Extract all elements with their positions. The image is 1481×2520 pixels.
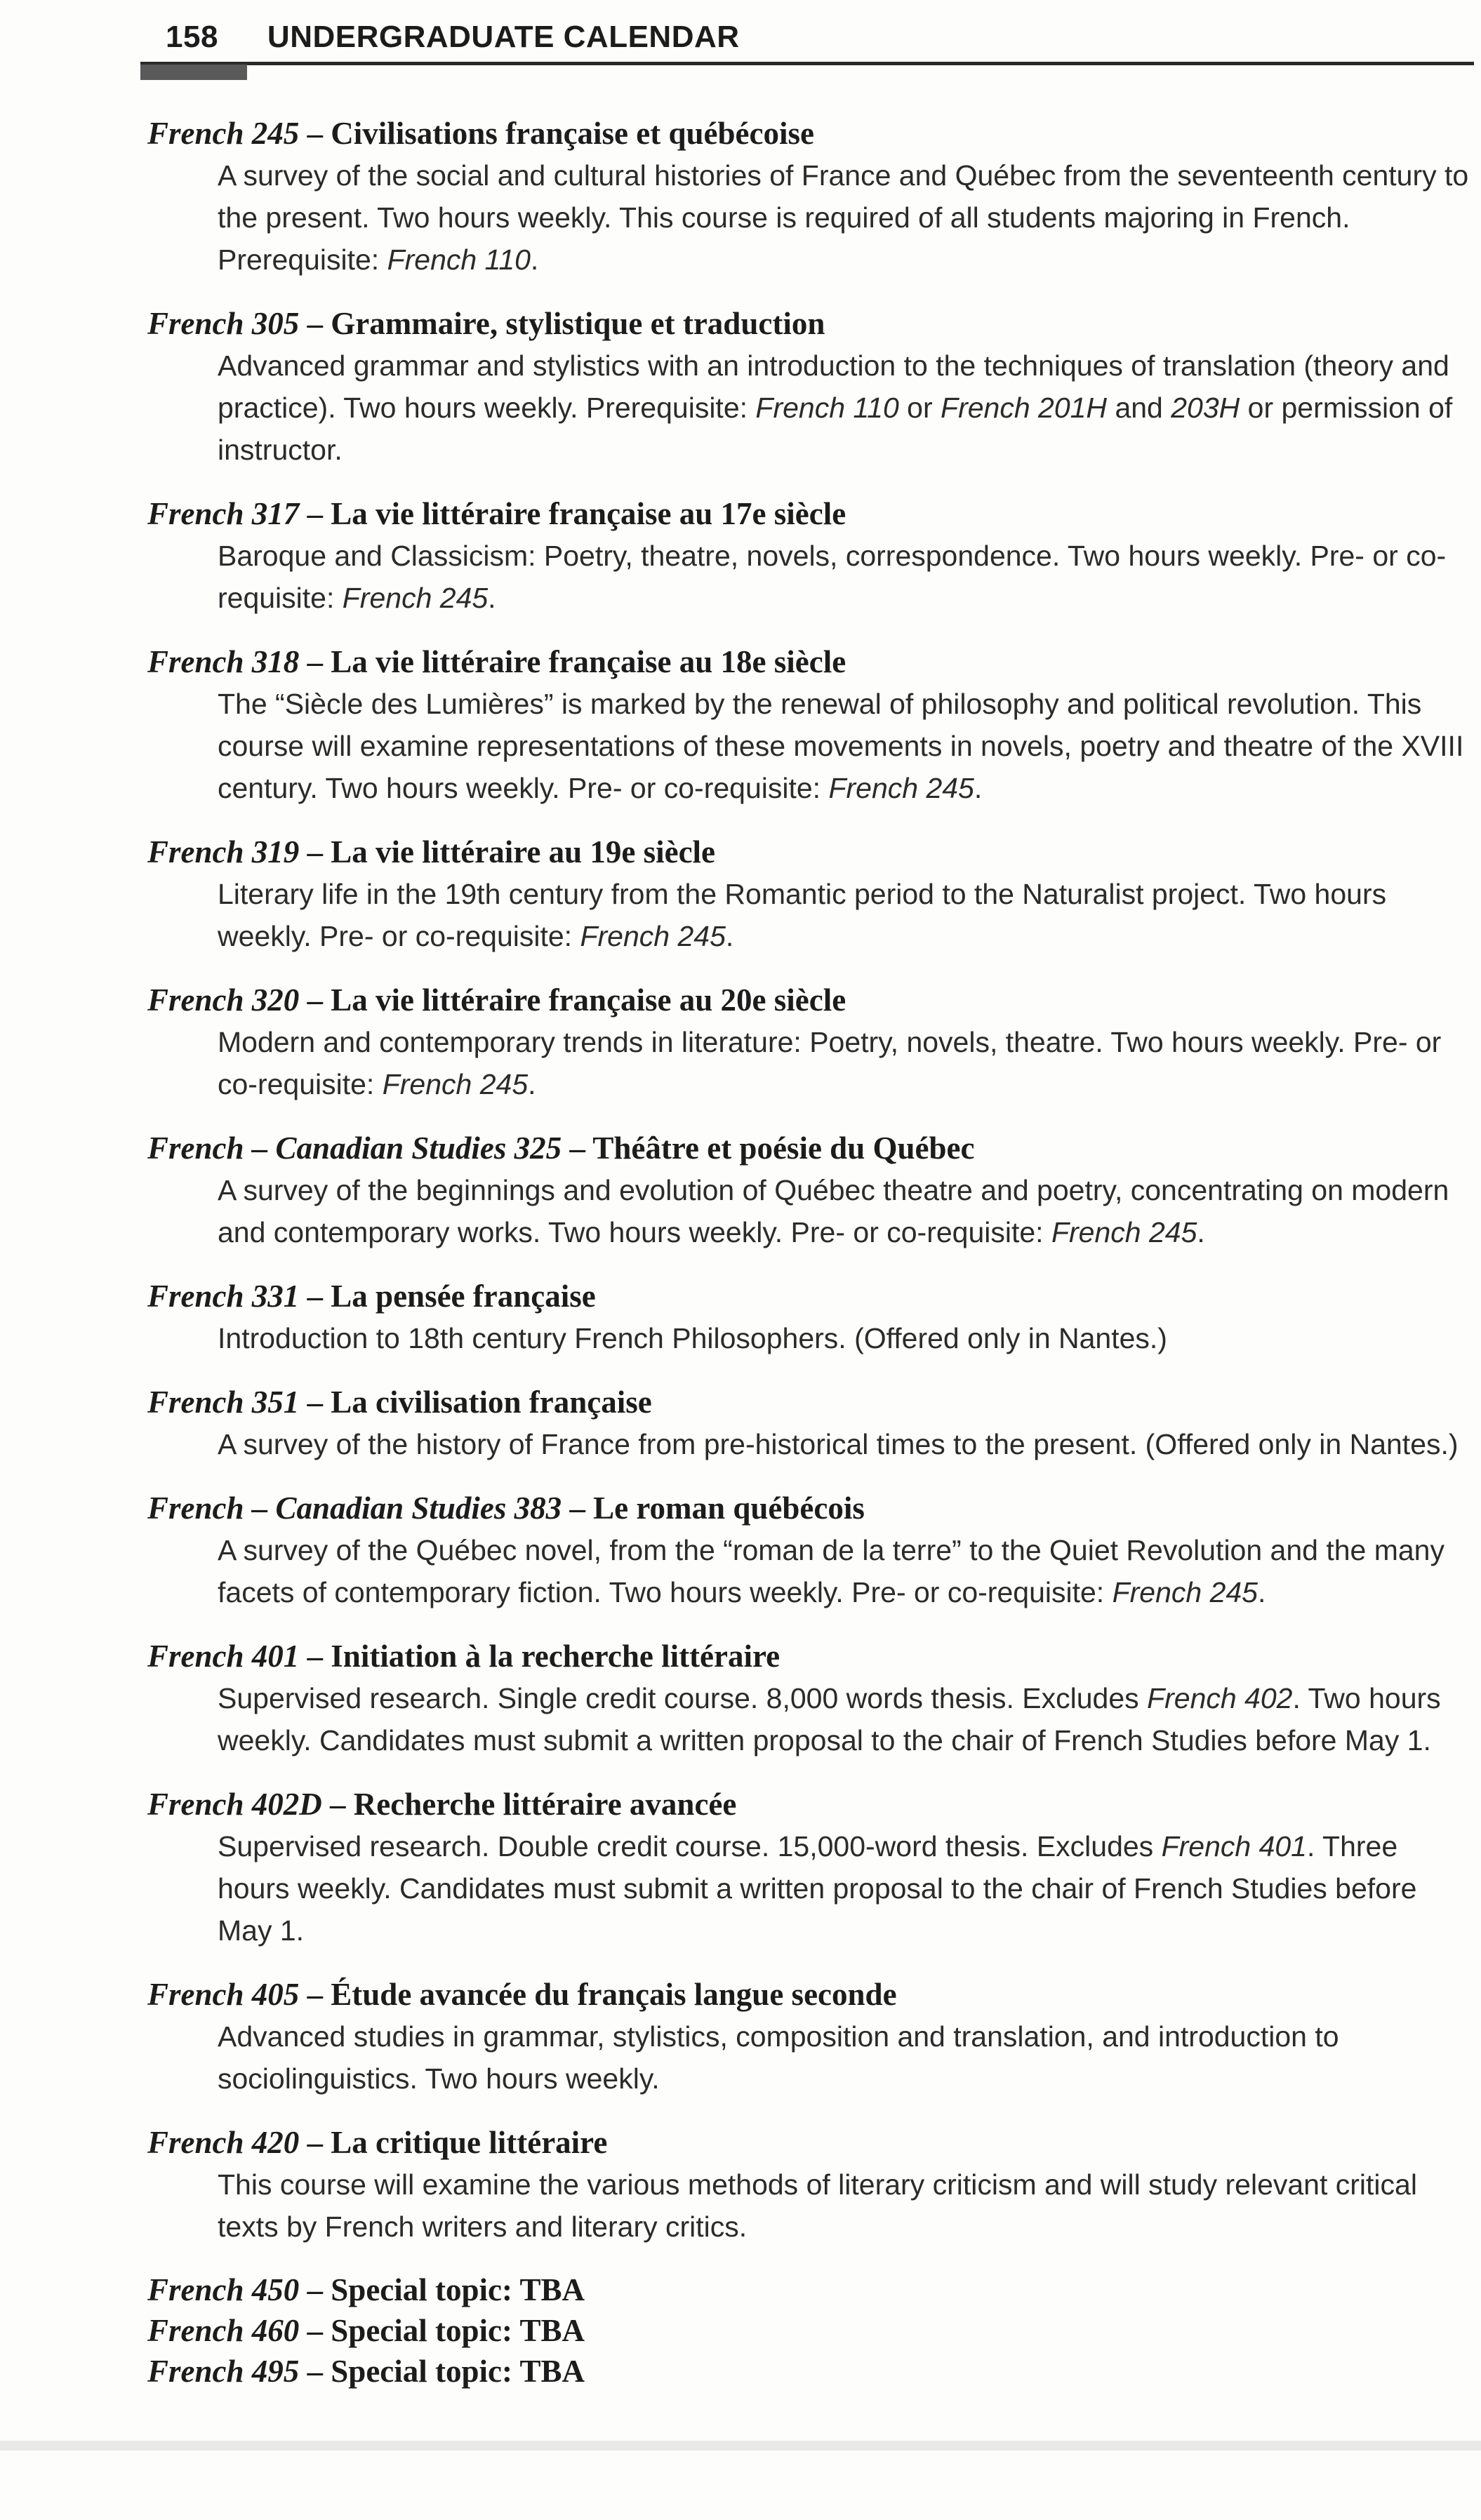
course-description xyxy=(218,1317,1474,1359)
course-code: French 305 xyxy=(147,306,300,341)
course-description xyxy=(218,1021,1474,1105)
course-entry xyxy=(147,1127,1460,1253)
special-topic-heading xyxy=(147,2269,1460,2310)
header-tab-marker xyxy=(140,65,247,80)
description-text: . Three hours weekly. Candidates must submit a written proposal to the chair of French Studies before May 1. xyxy=(218,1830,1417,1947)
course-separator: – xyxy=(299,306,331,341)
course-reference: French 245 xyxy=(580,920,726,952)
course-title: La civilisation française xyxy=(331,1385,652,1420)
course-reference: French 245 xyxy=(1112,1576,1258,1608)
description-text: . xyxy=(1257,1576,1266,1608)
course-entry xyxy=(147,1275,1460,1359)
course-heading xyxy=(147,1783,1460,1825)
course-title: Étude avancée du français langue seconde xyxy=(331,1977,897,2012)
course-separator: – xyxy=(562,1491,594,1526)
page-number: 158 xyxy=(166,20,218,54)
course-reference: French 402 xyxy=(1147,1682,1293,1714)
description-text: Advanced studies in grammar, stylistics, composition and translation, and introduction to sociolinguistics. Two hours weekly. xyxy=(218,2020,1339,2095)
course-reference: French 245 xyxy=(342,582,489,614)
course-description xyxy=(218,1423,1474,1465)
course-separator: – xyxy=(299,644,331,679)
course-description xyxy=(218,1529,1474,1613)
course-separator: – xyxy=(299,1279,331,1314)
course-title: Initiation à la recherche littéraire xyxy=(331,1639,781,1674)
description-text: The “Siècle des Lumières” is marked by the renewal of philosophy and political revolution. This course will examine representations of these movements in novels, poetry and theatre of the XVIII century. Two hours weekly. Pre- or co-requisite: xyxy=(218,688,1464,804)
course-entry xyxy=(147,1783,1460,1952)
course-entry xyxy=(147,112,1469,281)
course-heading xyxy=(147,979,1460,1021)
page-header xyxy=(166,20,740,62)
course-reference: 203H xyxy=(1171,392,1240,424)
course-entry xyxy=(147,1635,1460,1761)
course-entry xyxy=(147,302,1460,471)
course-title: Recherche littéraire avancée xyxy=(353,1787,737,1822)
course-heading xyxy=(147,641,1460,683)
course-separator: – xyxy=(562,1131,593,1166)
header-rule xyxy=(140,62,1474,65)
course-heading xyxy=(147,1973,1460,2015)
course-separator: – xyxy=(299,1639,331,1674)
course-heading xyxy=(147,2121,1460,2164)
description-text: . xyxy=(725,920,734,952)
course-title: Grammaire, stylistique et traduction xyxy=(331,306,825,341)
course-description xyxy=(218,1169,1474,1253)
description-text: Introduction to 18th century French Philosophers. (Offered only in Nantes.) xyxy=(218,1322,1167,1354)
course-description xyxy=(218,535,1474,619)
course-separator: – xyxy=(299,2125,331,2160)
course-heading xyxy=(147,1487,1460,1529)
course-heading xyxy=(147,302,1460,345)
header-title: UNDERGRADUATE CALENDAR xyxy=(267,20,740,54)
course-code: French 245 xyxy=(147,116,300,151)
course-description xyxy=(218,873,1474,957)
course-code: French – Canadian Studies 383 xyxy=(147,1491,562,1526)
course-code: French 402D xyxy=(147,1787,322,1822)
course-heading xyxy=(147,493,1460,535)
scan-bottom-edge xyxy=(0,2441,1481,2451)
course-separator: – xyxy=(299,982,331,1018)
course-code: French 420 xyxy=(147,2125,300,2160)
course-heading xyxy=(147,1635,1460,1677)
special-topic-entries xyxy=(147,2269,1460,2392)
course-title: La vie littéraire française au 17e siècle xyxy=(331,496,846,531)
description-text: or permission of instructor. xyxy=(218,392,1453,466)
course-code: French 317 xyxy=(147,496,300,531)
course-description xyxy=(218,154,1474,281)
course-heading xyxy=(147,831,1460,873)
course-entry xyxy=(147,831,1460,957)
course-title: Special topic: TBA xyxy=(331,2272,585,2307)
course-description xyxy=(218,2015,1474,2100)
course-separator: – xyxy=(321,1787,354,1822)
course-reference: French 245 xyxy=(828,772,974,804)
course-title: La vie littéraire au 19e siècle xyxy=(331,834,716,869)
course-code: French 351 xyxy=(147,1385,300,1420)
description-text: Literary life in the 19th century from the Romantic period to the Naturalist project. Two hours weekly. Pre- or co-requisite: xyxy=(218,878,1387,952)
description-text: Modern and contemporary trends in literature: Poetry, novels, theatre. Two hours weekly. Pre- or co-requisite: xyxy=(218,1026,1442,1100)
course-title: La pensée française xyxy=(331,1279,596,1314)
description-text: or xyxy=(898,392,941,424)
course-separator: – xyxy=(299,1385,331,1420)
course-reference: French 201H xyxy=(941,392,1108,424)
description-text: . xyxy=(974,772,983,804)
course-title: La vie littéraire française au 20e siècle xyxy=(331,982,846,1018)
description-text: . xyxy=(488,582,496,614)
course-entry xyxy=(147,979,1460,1105)
course-separator: – xyxy=(299,2354,331,2389)
course-heading xyxy=(147,1127,1460,1169)
course-code: French – Canadian Studies 325 xyxy=(147,1131,562,1166)
course-heading xyxy=(147,112,1460,154)
course-code: French 320 xyxy=(147,982,300,1018)
course-entry xyxy=(147,2121,1460,2248)
course-separator: – xyxy=(299,496,331,531)
special-topic-heading xyxy=(147,2310,1460,2351)
course-title: Civilisations française et québécoise xyxy=(331,116,814,151)
description-text: A survey of the social and cultural histories of France and Québec from the seventeenth century to the present. Two hours weekly. This course is required of all students majoring in French. Prerequisite: xyxy=(218,159,1469,276)
course-separator: – xyxy=(299,1977,331,2012)
description-text: . xyxy=(528,1068,536,1100)
course-code: French 401 xyxy=(147,1639,300,1674)
course-code: French 495 xyxy=(147,2354,300,2389)
course-separator: – xyxy=(299,834,331,869)
description-text: Advanced grammar and stylistics with an introduction to the techniques of translation (theory and practice). Two hours weekly. Prerequisite: xyxy=(218,349,1449,424)
course-description xyxy=(218,2164,1474,2248)
course-entry xyxy=(147,1381,1460,1465)
description-text: and xyxy=(1107,392,1171,424)
description-text: . xyxy=(530,244,539,276)
course-heading xyxy=(147,1381,1460,1423)
course-code: French 405 xyxy=(147,1977,300,2012)
description-text: A survey of the beginnings and evolution of Québec theatre and poetry, concentrating on modern and contemporary works. Two hours weekly. Pre- or co-requisite: xyxy=(218,1174,1449,1248)
course-separator: – xyxy=(299,2313,331,2348)
course-entry xyxy=(147,1487,1460,1613)
course-description xyxy=(218,683,1474,809)
course-description xyxy=(218,345,1474,471)
description-text: . Two hours weekly. Candidates must submit a written proposal to the chair of French Studies before May 1. xyxy=(218,1682,1441,1756)
course-separator: – xyxy=(299,2272,331,2307)
description-text: A survey of the history of France from pre-historical times to the present. (Offered only in Nantes.) xyxy=(218,1428,1459,1460)
course-description xyxy=(218,1677,1474,1761)
course-title: Special topic: TBA xyxy=(331,2313,585,2348)
course-code: French 318 xyxy=(147,644,300,679)
course-code: French 319 xyxy=(147,834,300,869)
course-code: French 450 xyxy=(147,2272,300,2307)
description-text: . xyxy=(1197,1216,1205,1248)
course-separator: – xyxy=(299,116,331,151)
description-text: A survey of the Québec novel, from the “roman de la terre” to the Quiet Revolution and the many facets of contemporary fiction. Two hours weekly. Pre- or co-requisite: xyxy=(218,1534,1445,1608)
course-entry xyxy=(147,1973,1460,2100)
course-entry xyxy=(147,641,1464,809)
course-entry xyxy=(147,493,1460,619)
course-entries xyxy=(147,112,1469,2248)
course-description xyxy=(218,1825,1474,1952)
course-reference: French 245 xyxy=(1051,1216,1197,1248)
description-text: Baroque and Classicism: Poetry, theatre, novels, correspondence. Two hours weekly. Pre- or co-requisite: xyxy=(218,540,1447,614)
course-title: La vie littéraire française au 18e siècle xyxy=(331,644,846,679)
course-heading xyxy=(147,1275,1460,1317)
course-title: Le roman québécois xyxy=(593,1491,865,1526)
course-code: French 460 xyxy=(147,2313,300,2348)
course-reference: French 110 xyxy=(387,244,531,276)
course-reference: French 401 xyxy=(1161,1830,1307,1862)
course-listing xyxy=(147,112,1469,2392)
description-text: This course will examine the various methods of literary criticism and will study relevant critical texts by French writers and literary critics. xyxy=(218,2168,1417,2243)
course-title: La critique littéraire xyxy=(331,2125,608,2160)
course-reference: French 110 xyxy=(755,392,899,424)
special-topic-heading xyxy=(147,2351,1460,2392)
course-title: Théâtre et poésie du Québec xyxy=(592,1131,975,1166)
course-title: Special topic: TBA xyxy=(331,2354,585,2389)
description-text: Supervised research. Single credit course. 8,000 words thesis. Excludes xyxy=(218,1682,1148,1714)
course-reference: French 245 xyxy=(382,1068,529,1100)
description-text: Supervised research. Double credit course. 15,000-word thesis. Excludes xyxy=(218,1830,1162,1862)
course-code: French 331 xyxy=(147,1279,300,1314)
